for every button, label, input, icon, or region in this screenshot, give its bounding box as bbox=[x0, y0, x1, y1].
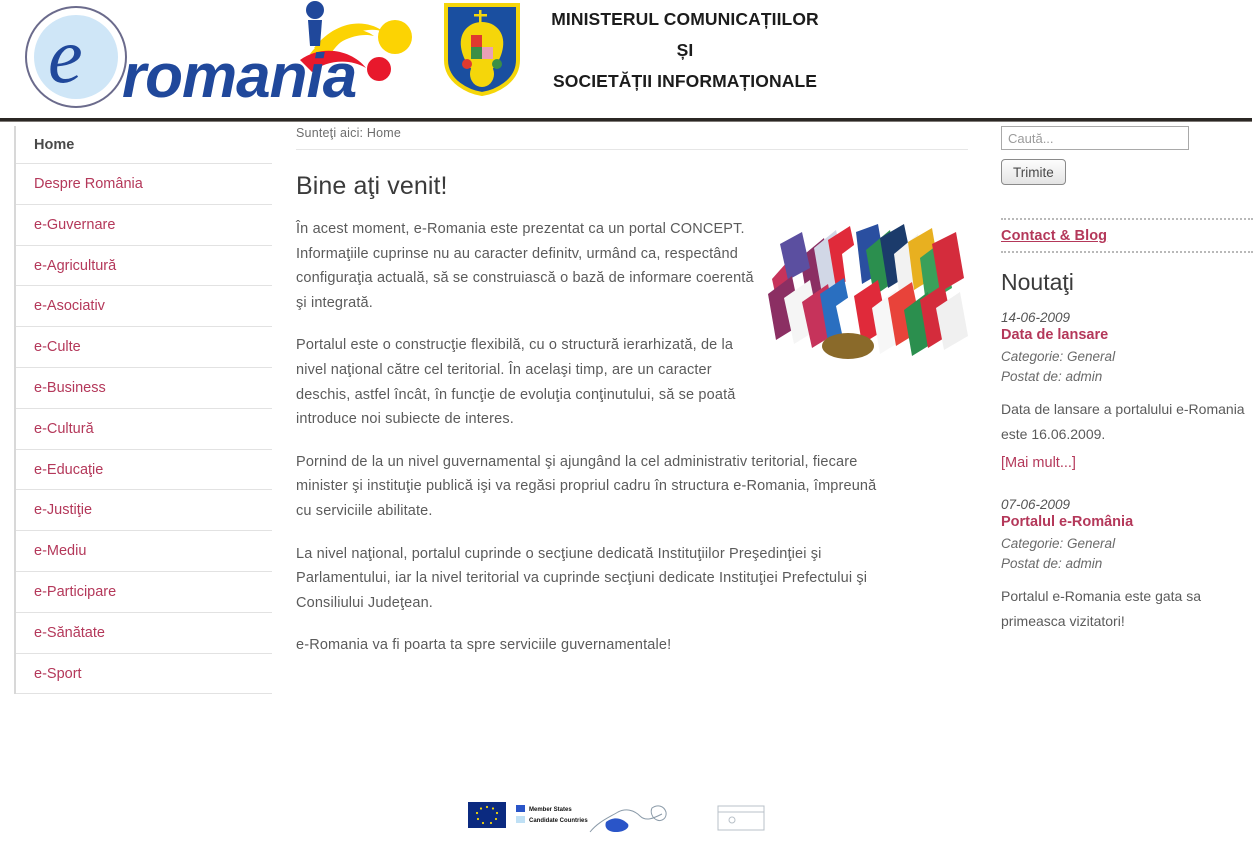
page-title: Bine aţi venit! bbox=[296, 172, 448, 200]
news-headline[interactable]: Portalul e-România bbox=[1001, 514, 1134, 530]
main-content bbox=[296, 126, 968, 676]
svg-text:romania: romania bbox=[122, 42, 357, 111]
sidebar-item-e-business[interactable] bbox=[16, 368, 272, 409]
sidebar-item-label: e-Sănătate bbox=[34, 624, 105, 641]
news-item bbox=[1001, 497, 1253, 634]
news-body: Data de lansare a portalului e-Romania este 16.06.2009. bbox=[1001, 401, 1245, 442]
header-divider bbox=[0, 118, 1252, 122]
sidebar-item-label: e-Participare bbox=[34, 583, 117, 600]
news-read-more-link[interactable]: [Mai mult...] bbox=[1001, 455, 1076, 471]
sidebar-item-label: e-Justiţie bbox=[34, 502, 93, 519]
search-input[interactable] bbox=[1001, 126, 1189, 150]
ministry-line-3: SOCIETĂȚII INFORMAȚIONALE bbox=[552, 71, 818, 91]
sidebar-item-e-sport[interactable] bbox=[16, 654, 272, 695]
sidebar-item-e-cultura[interactable] bbox=[16, 409, 272, 450]
sidebar-item-label: e-Culte bbox=[34, 339, 81, 356]
svg-text:Member States: Member States bbox=[529, 807, 572, 813]
news-date: 07-06-2009 bbox=[1001, 497, 1071, 512]
intro-paragraph: În acest moment, e-Romania este prezentat ca un portal CONCEPT. Informaţiile cuprinse nu au caracter definitv, urmând ca, respectând configuraţia actuală, să se construiască o bază de informare coerentă şi integrată. bbox=[296, 221, 754, 311]
breadcrumb: Sunteţi aici: Home bbox=[296, 126, 968, 150]
search-submit-button[interactable]: Trimite bbox=[1001, 159, 1066, 185]
news-item bbox=[1001, 310, 1253, 471]
sidebar-item-label: Despre România bbox=[34, 176, 143, 192]
news-author: Postat de: admin bbox=[1001, 556, 1103, 571]
sidebar-item-e-participare[interactable] bbox=[16, 572, 272, 613]
sidebar-item-label: e-Agricultură bbox=[34, 257, 117, 274]
sidebar-item-e-justitie[interactable] bbox=[16, 490, 272, 531]
news-category: Categorie: General bbox=[1001, 349, 1116, 364]
sidebar-item-label: e-Mediu bbox=[34, 543, 87, 560]
site-header bbox=[0, 0, 1260, 118]
sidebar-item-label: e-Sport bbox=[34, 665, 82, 682]
sidebar-item-e-sanatate[interactable] bbox=[16, 613, 272, 654]
left-navigation bbox=[14, 126, 272, 694]
contact-blog-link[interactable]: Contact & Blog bbox=[1001, 228, 1108, 244]
contact-blog-block bbox=[1001, 218, 1253, 253]
governance-paragraph: Pornind de la un nivel guvernamental şi ajungând la cel administrativ teritorial, fiecare minister şi instituţie publică işi va regăsi propriul cadru în structura e-Romania, împreună cu serviciile abilitate. bbox=[296, 453, 877, 519]
sidebar-item-e-mediu[interactable] bbox=[16, 531, 272, 572]
news-section-heading: Noutaţi bbox=[1001, 269, 1074, 295]
national-level-paragraph: La nivel naţional, portalul cuprinde o secţiune dedicată Instituţiilor Preşedinţiei şi Parlamentului, iar la nivel teritorial va cuprinde secţiuni dedicate Instituţiei Prefectului şi Consiliului Judeţean. bbox=[296, 545, 868, 611]
sidebar-item-label: e-Cultură bbox=[34, 420, 94, 437]
news-author: Postat de: admin bbox=[1001, 369, 1103, 384]
romania-coat-of-arms-icon bbox=[443, 2, 521, 97]
eromania-logo[interactable] bbox=[14, 2, 434, 111]
sidebar-item-e-asociativ[interactable] bbox=[16, 286, 272, 327]
structure-paragraph: Portalul este o construcţie flexibilă, cu o structură ierarhizată, de la nivel naţional către cel teritorial. În acelaşi timp, are un caracter deschis, astfel încât, în funcţie de evoluţia conţinutului, să se poată introduce noi subiecte de interes. bbox=[296, 337, 736, 428]
sidebar-item-label: e-Business bbox=[34, 379, 106, 396]
sidebar-item-despre-romania[interactable] bbox=[16, 164, 272, 205]
sidebar-item-e-educatie[interactable] bbox=[16, 450, 272, 491]
ministry-title bbox=[525, 4, 845, 97]
ministry-line-1: MINISTERUL COMUNICAȚIILOR bbox=[551, 9, 819, 29]
sidebar-item-e-agricultura[interactable] bbox=[16, 246, 272, 287]
ministry-line-2: ȘI bbox=[676, 40, 694, 60]
closing-paragraph: e-Romania va fi poarta ta spre serviciile guvernamentale! bbox=[296, 637, 672, 654]
sidebar-item-label: Home bbox=[34, 137, 75, 153]
sidebar-item-label: e-Educaţie bbox=[34, 461, 104, 478]
sidebar-item-home[interactable] bbox=[16, 126, 272, 164]
news-date: 14-06-2009 bbox=[1001, 310, 1071, 325]
sidebar-item-label: e-Guvernare bbox=[34, 216, 116, 233]
right-sidebar bbox=[1001, 126, 1253, 660]
svg-text:Candidate Countries: Candidate Countries bbox=[529, 818, 588, 824]
news-headline[interactable]: Data de lansare bbox=[1001, 327, 1109, 343]
page-body bbox=[0, 126, 1260, 824]
news-body: Portalul e-Romania este gata sa primeasca vizitatori! bbox=[1001, 588, 1201, 629]
sidebar-item-label: e-Asociativ bbox=[34, 298, 105, 315]
news-category: Categorie: General bbox=[1001, 536, 1116, 551]
sidebar-item-e-guvernare[interactable] bbox=[16, 205, 272, 246]
flags-bouquet-image bbox=[762, 224, 974, 362]
svg-text:e: e bbox=[48, 12, 83, 99]
footer-partner-logos bbox=[430, 798, 760, 838]
sidebar-item-e-culte[interactable] bbox=[16, 327, 272, 368]
